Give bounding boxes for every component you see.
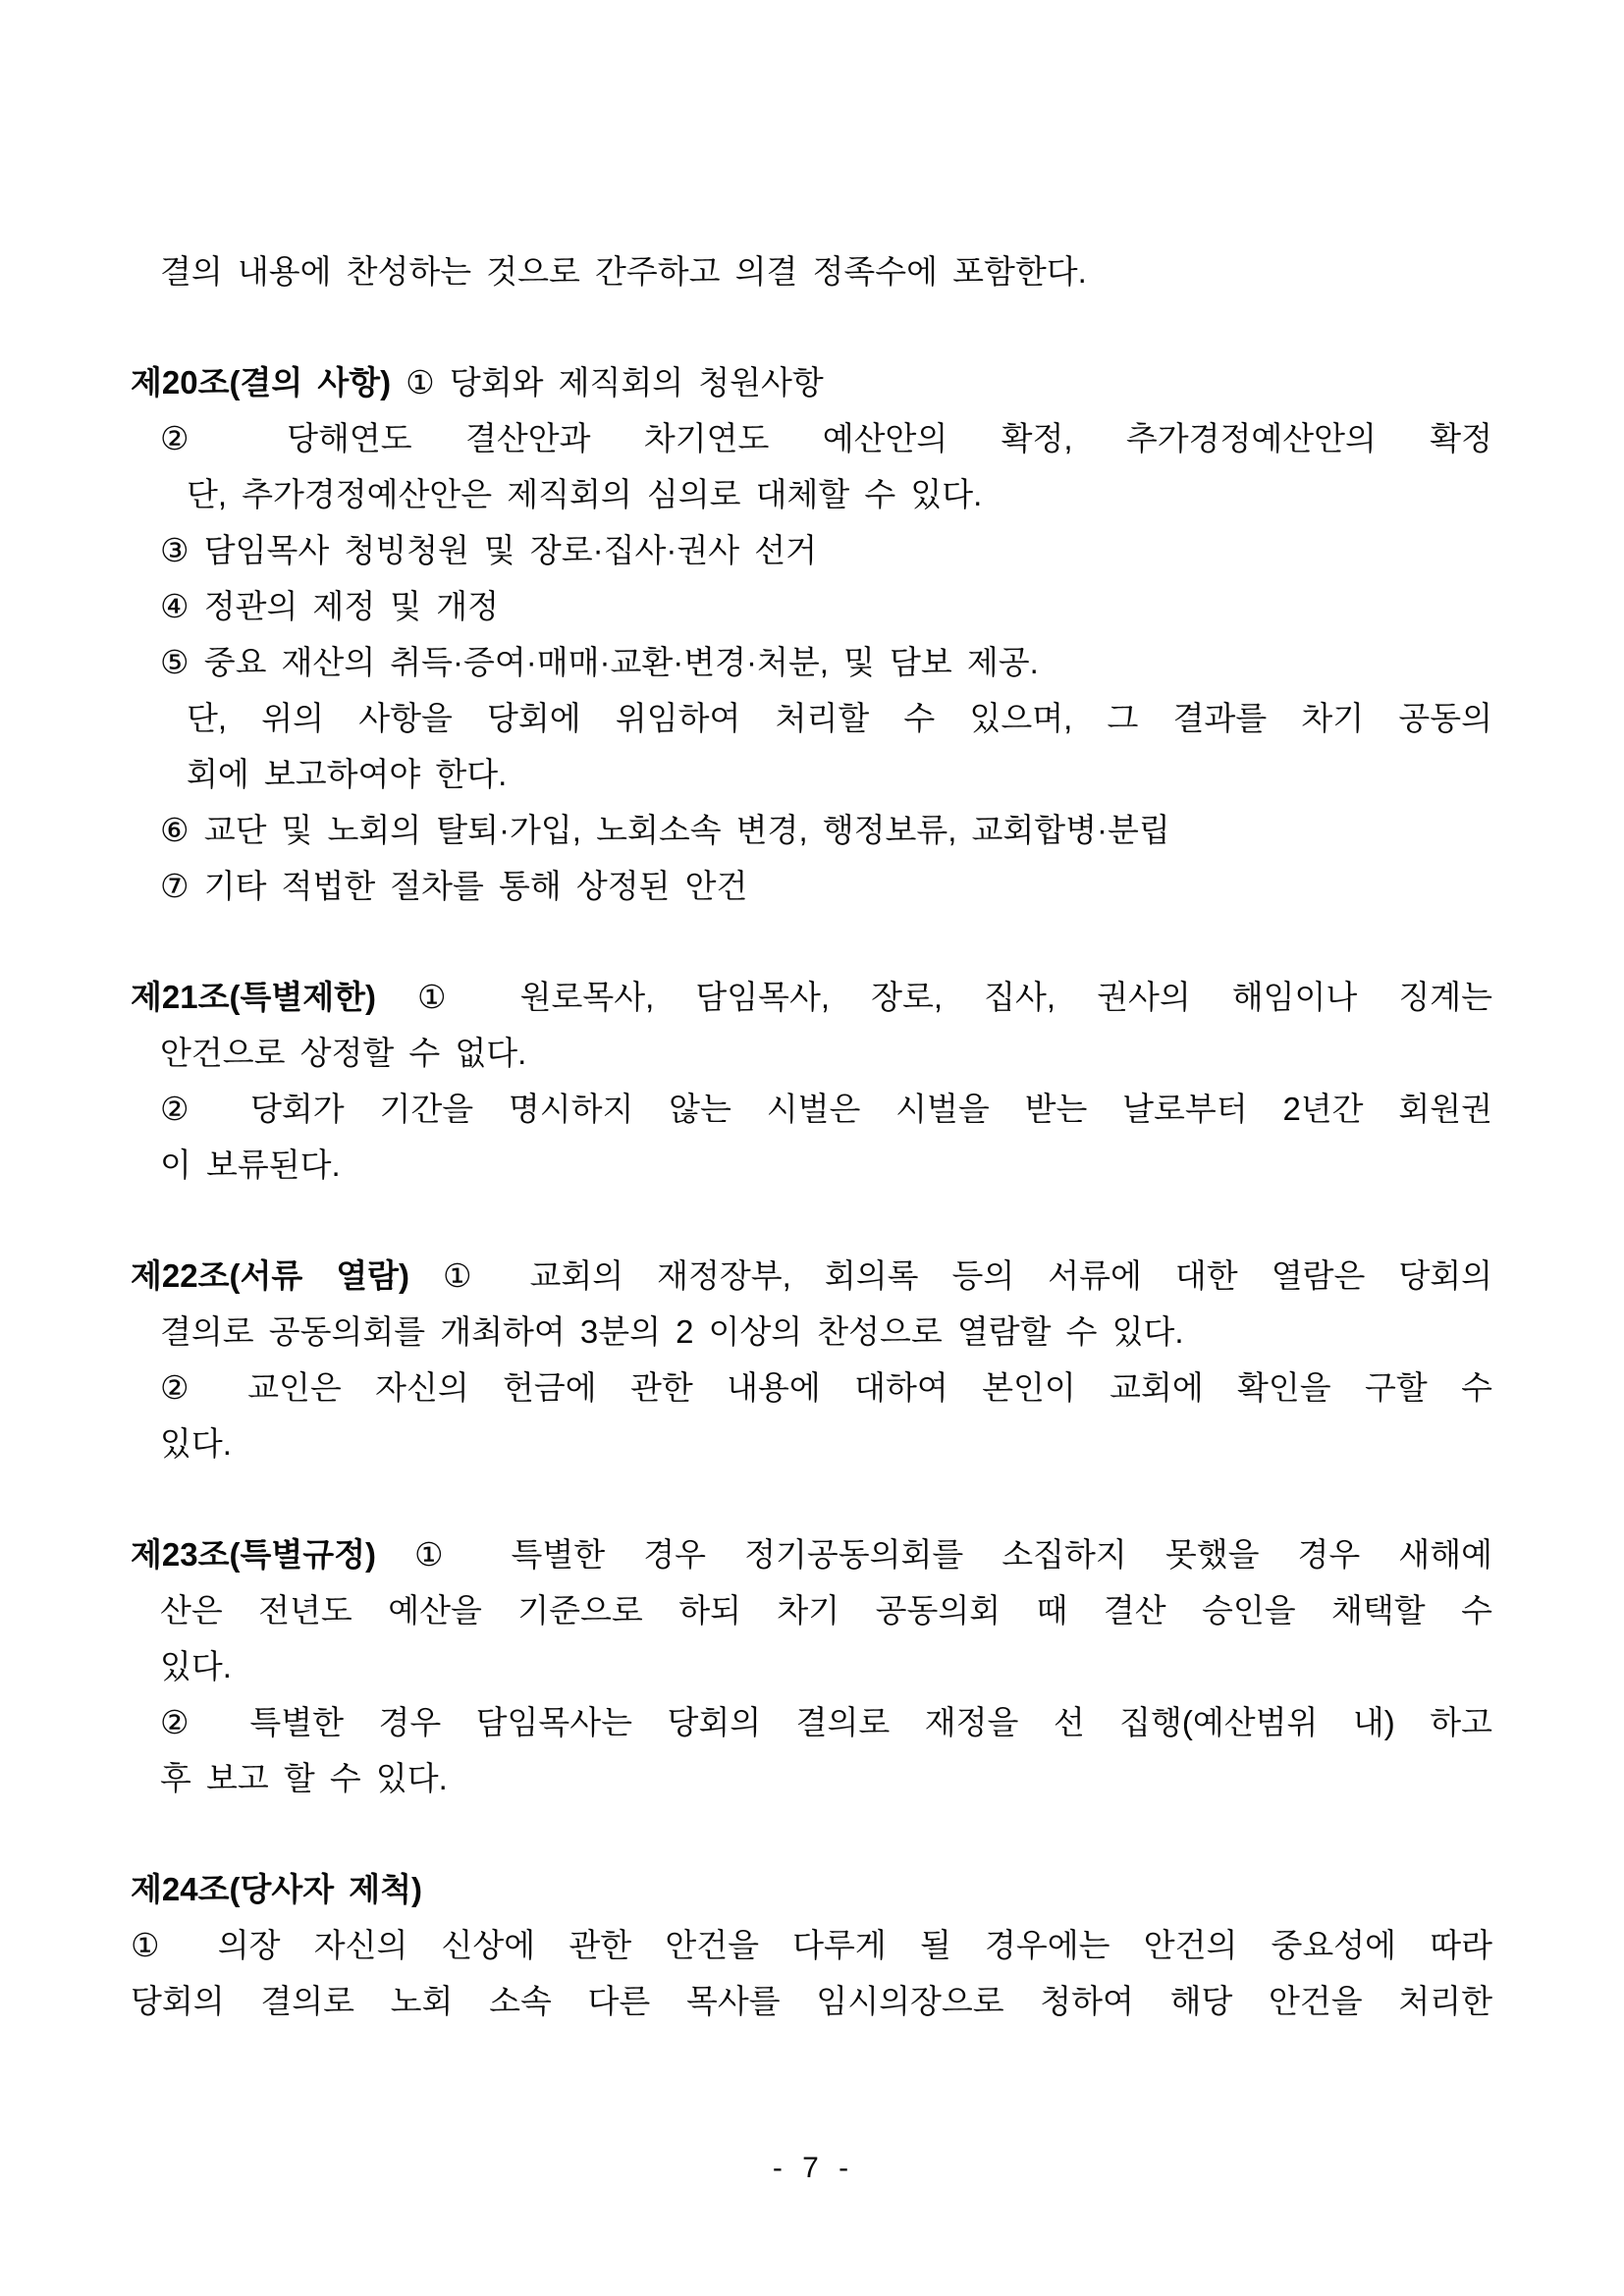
article-number-label: 제21조(특별제한) — [131, 979, 376, 1015]
article-heading-line — [131, 1526, 1492, 1582]
text-line: ⑤ 중요 재산의 취득·증여·매매·교환·변경·처분, 및 담보 제공. — [160, 644, 1039, 680]
article-heading-line — [131, 969, 1492, 1025]
article-heading-line — [131, 354, 1492, 410]
text-line: 있다. — [160, 1648, 232, 1684]
text-line: ② 특별한 경우 담임목사는 당회의 결의로 재정을 선 집행(예산범위 내) 하고 — [160, 1704, 1492, 1740]
text-line: ② 당회가 기간을 명시하지 않는 시벌은 시벌을 받는 날로부터 2년간 회원권 — [160, 1091, 1492, 1127]
text-line: ③ 담임목사 청빙청원 및 장로·집사·권사 선거 — [160, 532, 818, 568]
text-line: 후 보고 할 수 있다. — [160, 1760, 448, 1796]
text-line: 결의 내용에 찬성하는 것으로 간주하고 의결 정족수에 포함한다. — [160, 253, 1087, 290]
text-line: ⑥ 교단 및 노회의 탈퇴·가입, 노회소속 변경, 행정보류, 교회합병·분립 — [160, 812, 1170, 848]
text-line: 단, 추가경정예산안은 제직회의 심의로 대체할 수 있다. — [187, 476, 983, 512]
text-line: 단, 위의 사항을 당회에 위임하여 처리할 수 있으며, 그 결과를 차기 공동의 — [187, 700, 1492, 736]
text-line: 안건으로 상정할 수 없다. — [160, 1035, 527, 1071]
text-line: 당회의 결의로 노회 소속 다른 목사를 임시의장으로 청하여 해당 안건을 처리한 — [131, 1983, 1492, 2019]
article-number-label: 제23조(특별규정) — [131, 1536, 376, 1573]
text-line: 회에 보고하여야 한다. — [187, 756, 508, 792]
article-number-label: 제20조(결의 사항) — [131, 364, 392, 400]
text-line: ① 의장 자신의 신상에 관한 안건을 다루게 될 경우에는 안건의 중요성에 따라 — [131, 1927, 1492, 1963]
article-number-label: 제22조(서류 열람) — [131, 1257, 409, 1294]
text-line: 결의로 공동의회를 개최하여 3분의 2 이상의 찬성으로 열람할 수 있다. — [160, 1313, 1184, 1350]
article-heading-text: ① 교회의 재정장부, 회의록 등의 서류에 대한 열람은 당회의 — [408, 1257, 1492, 1294]
article-heading-text: ① 당회와 제직회의 청원사항 — [391, 364, 824, 400]
text-line: ② 교인은 자신의 헌금에 관한 내용에 대하여 본인이 교회에 확인을 구할 수 — [160, 1369, 1492, 1406]
text-line: 이 보류된다. — [160, 1147, 341, 1183]
article-heading-text: ① 특별한 경우 정기공동의회를 소집하지 못했을 경우 새해예 — [375, 1536, 1492, 1573]
text-line: 산은 전년도 예산을 기준으로 하되 차기 공동의회 때 결산 승인을 채택할 수 — [160, 1592, 1492, 1629]
article-number-label: 제24조(당사자 제척) — [131, 1871, 422, 1907]
text-line: ⑦ 기타 적법한 절차를 통해 상정된 안건 — [160, 868, 748, 904]
text-line: 있다. — [160, 1425, 232, 1462]
page-number: - 7 - — [772, 2152, 852, 2184]
article-heading-line — [131, 1248, 1492, 1304]
article-heading-line — [131, 1861, 1492, 1917]
text-line: ④ 정관의 제정 및 개정 — [160, 588, 500, 624]
text-line: ② 당해연도 결산안과 차기연도 예산안의 확정, 추가경정예산안의 확정 — [160, 420, 1492, 456]
article-heading-text: ① 원로목사, 담임목사, 장로, 집사, 권사의 해임이나 징계는 — [375, 979, 1492, 1015]
